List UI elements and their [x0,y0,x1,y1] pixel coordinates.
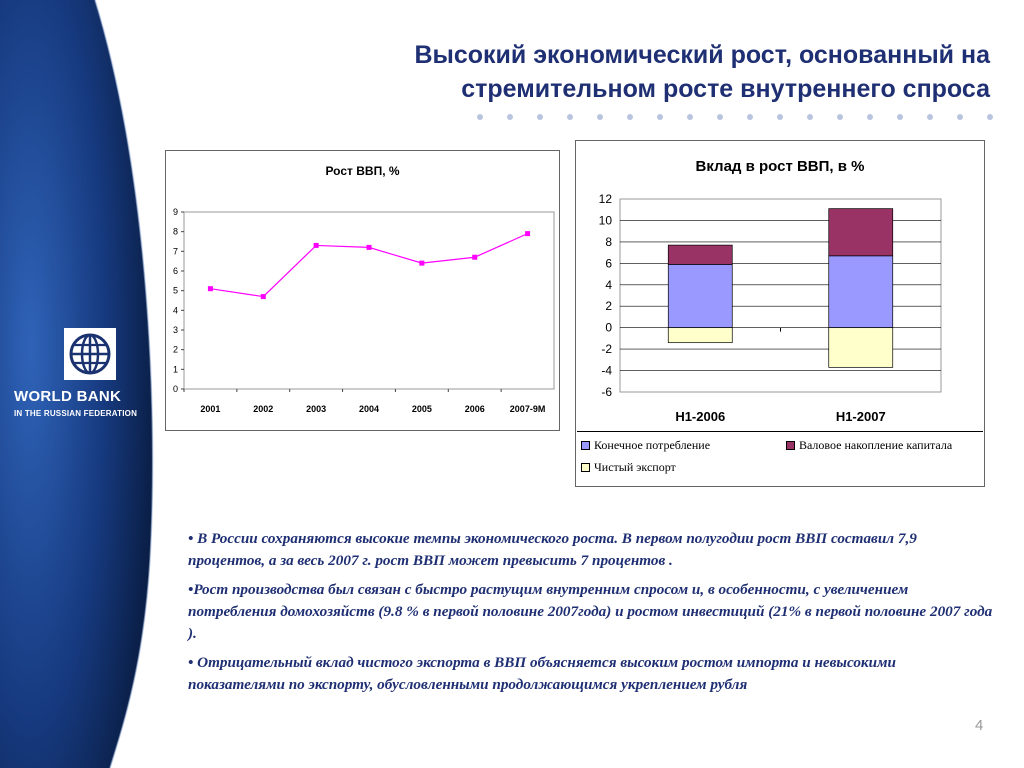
contrib-y-tick-label: 10 [598,213,612,228]
contrib-y-tick-label: 2 [605,299,612,314]
title-line-2: стремительном росте внутреннего спроса [461,75,990,103]
gdp-x-tick-label: 2004 [358,404,380,414]
gdp-data-point [419,261,424,266]
gdp-plot-area [184,212,554,389]
decorative-dot [747,114,753,120]
legend-label-consumption: Конечное потребление [594,438,711,452]
gdp-data-point [314,243,319,248]
gdp-data-point [472,255,477,260]
contrib-y-tick-label: 8 [605,234,612,249]
gdp-y-tick-label: 6 [172,266,178,276]
gdp-y-tick-label: 1 [172,364,178,375]
decorative-dot [657,114,663,120]
contrib-bar-segment [668,264,732,327]
decorative-dot [567,114,573,120]
gdp-x-tick-label: 2005 [411,404,432,414]
legend-swatch-consumption [581,441,590,450]
gdp-y-tick-label: 3 [172,325,178,335]
bullet-text [188,528,996,703]
gdp-x-tick-label: 2001 [200,404,221,414]
legend-label-net-export: Чистый экспорт [594,460,676,474]
title-line-1: Высокий экономический рост, основанный на [414,41,990,69]
contrib-y-tick-label: -6 [601,385,612,399]
gdp-y-tick-label: 0 [172,384,178,394]
gdp-data-point [261,294,266,299]
decorative-dot [807,114,813,120]
contrib-y-tick-label: -4 [601,363,612,378]
side-band [0,0,160,768]
gdp-y-tick-label: 7 [172,246,178,257]
legend-swatch-capital [786,441,795,450]
bullet-item: •Рост производства был связан с быстро растущим внутренним спросом и, в особенности, с увеличением потребления домохозяйств (9.8 % в первой половине 2007года) и ростом инвестиций (21% в первой половине 2007 года ). [188,581,993,642]
contrib-bar-segment [668,245,732,264]
decorative-dot [597,114,603,120]
decorative-dot [537,114,543,120]
page-number: 4 [975,717,984,734]
brand-name: WORLD BANK [14,388,122,405]
gdp-chart-title: Рост ВВП, % [325,164,400,178]
contrib-y-tick-label: 6 [605,256,612,271]
gdp-x-tick-label: 2002 [253,404,274,414]
bullet-item: • Отрицательный вклад чистого экспорта в ВВП объясняется высоким ростом импорта и невысокими показателями по экспорту, обусловленными продолжающимся укреплением рубля [188,654,896,693]
gdp-y-tick-label: 8 [172,226,178,237]
globe-icon [68,332,112,376]
gdp-x-tick-label: 2007-9M [509,404,546,414]
gdp-x-tick-label: 2006 [464,404,485,414]
gdp-chart-plot [166,151,559,430]
gdp-contribution-chart [575,140,985,487]
decorative-dot [837,114,843,120]
contrib-bar-segment [829,256,893,328]
gdp-y-tick-label: 9 [172,207,178,217]
slide-title [200,38,990,106]
decorative-dot [717,114,723,120]
contrib-y-tick-label: 4 [605,277,612,292]
gdp-data-point [525,231,530,236]
globe-logo-box [64,328,116,380]
decorative-dot [867,114,873,120]
contrib-y-tick-label: -2 [601,342,612,357]
contrib-y-tick-label: 0 [605,320,612,335]
contrib-chart-title: Вклад в рост ВВП, в % [695,158,865,175]
legend-item-consumption [581,438,710,453]
contrib-bar-segment [829,209,893,256]
contrib-bar-segment [668,328,732,343]
contrib-x-tick-label: H1-2007 [835,409,886,424]
decorative-dot [987,114,993,120]
gdp-data-point [208,286,213,291]
decorative-dot [777,114,783,120]
brand-subtitle: IN THE RUSSIAN FEDERATION [14,409,138,418]
decorative-dots [476,112,1024,122]
contrib-chart-plot [576,141,984,431]
legend-swatch-net-export [581,463,590,472]
legend-item-capital [786,438,952,453]
gdp-y-tick-label: 2 [172,344,178,355]
legend-item-net-export [581,460,676,475]
gdp-y-tick-label: 4 [172,305,178,316]
decorative-dot [477,114,483,120]
decorative-dot [927,114,933,120]
contrib-bar-segment [829,328,893,368]
gdp-x-tick-label: 2003 [306,404,327,414]
decorative-dot [507,114,513,120]
gdp-y-tick-label: 5 [172,285,178,296]
legend-label-capital: Валовое накопление капитала [799,438,953,452]
world-bank-logo [14,328,154,418]
chart-legend [577,431,983,483]
decorative-dot [627,114,633,120]
contrib-x-tick-label: H1-2006 [675,409,726,424]
decorative-dot [687,114,693,120]
contrib-y-tick-label: 12 [598,192,612,206]
gdp-data-point [367,245,372,250]
decorative-dot [897,114,903,120]
decorative-dot [957,114,963,120]
bullet-item: • В России сохраняются высокие темпы экономического роста. В первом полугодии рост ВВП составил 7,9 процентов, а за весь 2007 г. рост ВВП может превысить 7 процентов . [188,530,917,569]
gdp-growth-chart [165,150,560,431]
